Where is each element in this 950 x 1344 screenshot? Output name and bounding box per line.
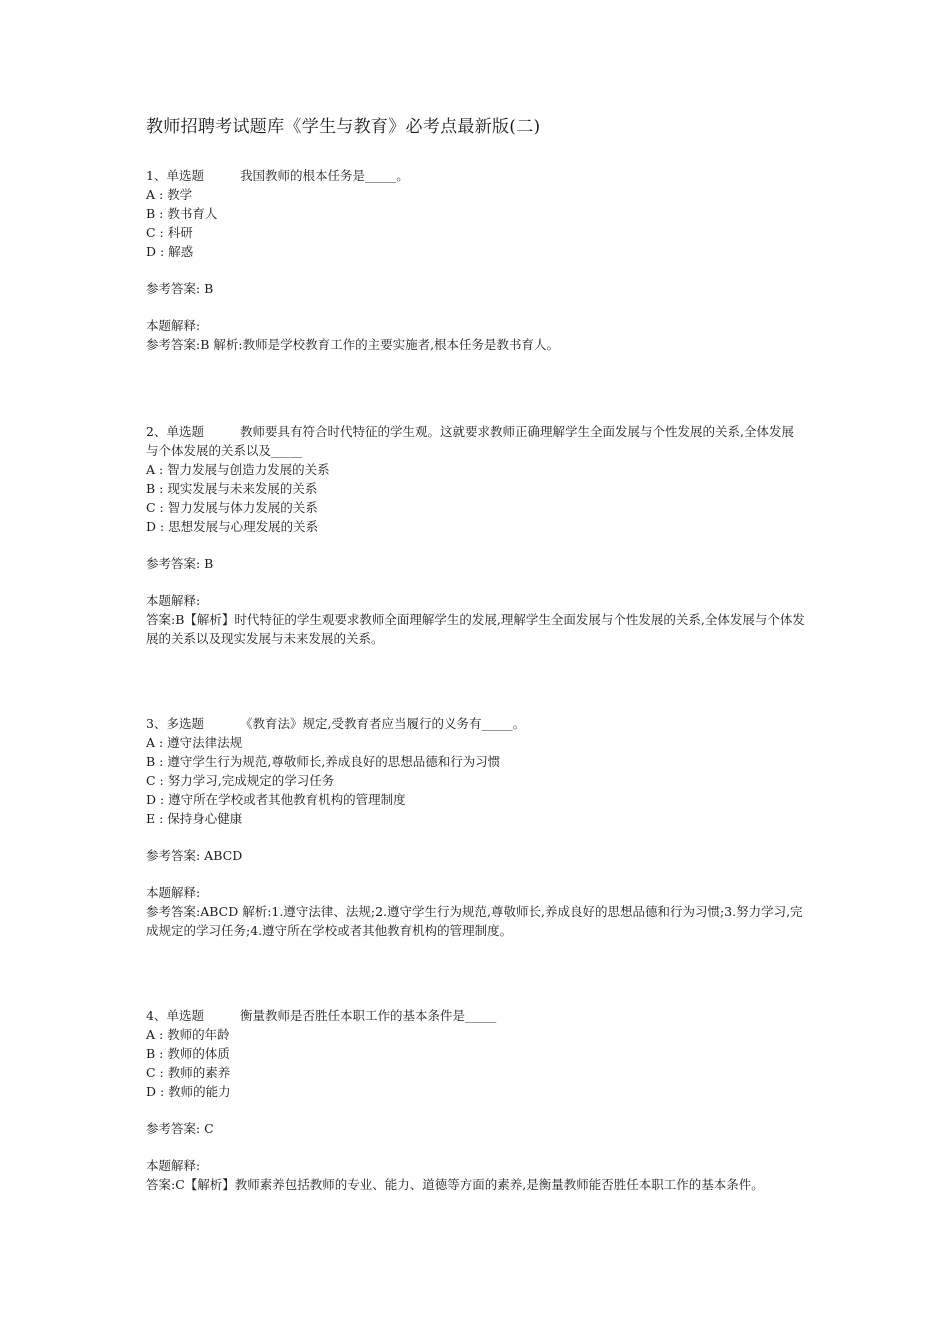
explanation-label: 本题解释: bbox=[146, 318, 201, 333]
answer: 参考答案: B bbox=[146, 556, 214, 571]
explanation-label: 本题解释: bbox=[146, 593, 201, 608]
explanation: 参考答案:ABCD 解析:1.遵守法律、法规;2.遵守学生行为规范,尊敬师长,养成良好的思想品德和行为习惯;3.努力学习,完成规定的学习任务;4.遵守所在学校或者其他教育机构的管理制度。 bbox=[146, 904, 803, 938]
option-c: C : 科研 bbox=[146, 225, 193, 240]
option-d: D : 遵守所在学校或者其他教育机构的管理制度 bbox=[146, 792, 406, 807]
answer: 参考答案: ABCD bbox=[146, 848, 243, 863]
option-list bbox=[146, 185, 806, 261]
option-e: E : 保持身心健康 bbox=[146, 811, 243, 826]
explanation: 参考答案:B 解析:教师是学校教育工作的主要实施者,根本任务是教书育人。 bbox=[146, 337, 560, 352]
question-stem bbox=[146, 166, 806, 185]
option-b: B : 教书育人 bbox=[146, 206, 218, 221]
option-c: C : 努力学习,完成规定的学习任务 bbox=[146, 773, 335, 788]
question-stem bbox=[146, 1006, 806, 1025]
option-c: C : 教师的素养 bbox=[146, 1065, 231, 1080]
option-b: B : 遵守学生行为规范,尊敬师长,养成良好的思想品德和行为习惯 bbox=[146, 754, 501, 769]
answer: 参考答案: C bbox=[146, 1121, 214, 1136]
option-c: C : 智力发展与体力发展的关系 bbox=[146, 500, 318, 515]
question-4 bbox=[146, 1006, 806, 1194]
option-d: D : 思想发展与心理发展的关系 bbox=[146, 519, 319, 534]
question-1 bbox=[146, 166, 806, 354]
explanation: 答案:C【解析】教师素养包括教师的专业、能力、道德等方面的素养,是衡量教师能否胜任本职工作的基本条件。 bbox=[146, 1177, 764, 1192]
question-type: 1、单选题 bbox=[146, 168, 204, 183]
question-stem bbox=[146, 714, 806, 733]
question-type: 3、多选题 bbox=[146, 716, 204, 731]
document-title: 教师招聘考试题库《学生与教育》必考点最新版(二) bbox=[146, 117, 541, 137]
option-a: A : 遵守法律法规 bbox=[146, 735, 243, 750]
option-list bbox=[146, 460, 806, 536]
option-a: A : 智力发展与创造力发展的关系 bbox=[146, 462, 330, 477]
question-text: 教师要具有符合时代特征的学生观。这就要求教师正确理解学生全面发展与个性发展的关系,全体发展与个体发展的关系以及_____ bbox=[146, 424, 794, 458]
option-d: D : 教师的能力 bbox=[146, 1084, 231, 1099]
explanation-label: 本题解释: bbox=[146, 1158, 201, 1173]
option-b: B : 教师的体质 bbox=[146, 1046, 230, 1061]
question-text: 衡量教师是否胜任本职工作的基本条件是_____ bbox=[240, 1008, 497, 1023]
question-type: 4、单选题 bbox=[146, 1008, 204, 1023]
option-list bbox=[146, 733, 806, 828]
option-b: B : 现实发展与未来发展的关系 bbox=[146, 481, 318, 496]
option-list bbox=[146, 1025, 806, 1101]
question-stem bbox=[146, 422, 806, 460]
question-text: 《教育法》规定,受教育者应当履行的义务有_____。 bbox=[240, 716, 526, 731]
question-type: 2、单选题 bbox=[146, 424, 204, 439]
question-2 bbox=[146, 422, 806, 648]
question-3 bbox=[146, 714, 806, 940]
explanation: 答案:B【解析】时代特征的学生观要求教师全面理解学生的发展,理解学生全面发展与个性发展的关系,全体发展与个体发展的关系以及现实发展与未来发展的关系。 bbox=[146, 612, 805, 646]
question-text: 我国教师的根本任务是_____。 bbox=[240, 168, 409, 183]
option-a: A : 教学 bbox=[146, 187, 193, 202]
explanation-label: 本题解释: bbox=[146, 885, 201, 900]
option-d: D : 解惑 bbox=[146, 244, 194, 259]
answer: 参考答案: B bbox=[146, 281, 214, 296]
option-a: A : 教师的年龄 bbox=[146, 1027, 230, 1042]
